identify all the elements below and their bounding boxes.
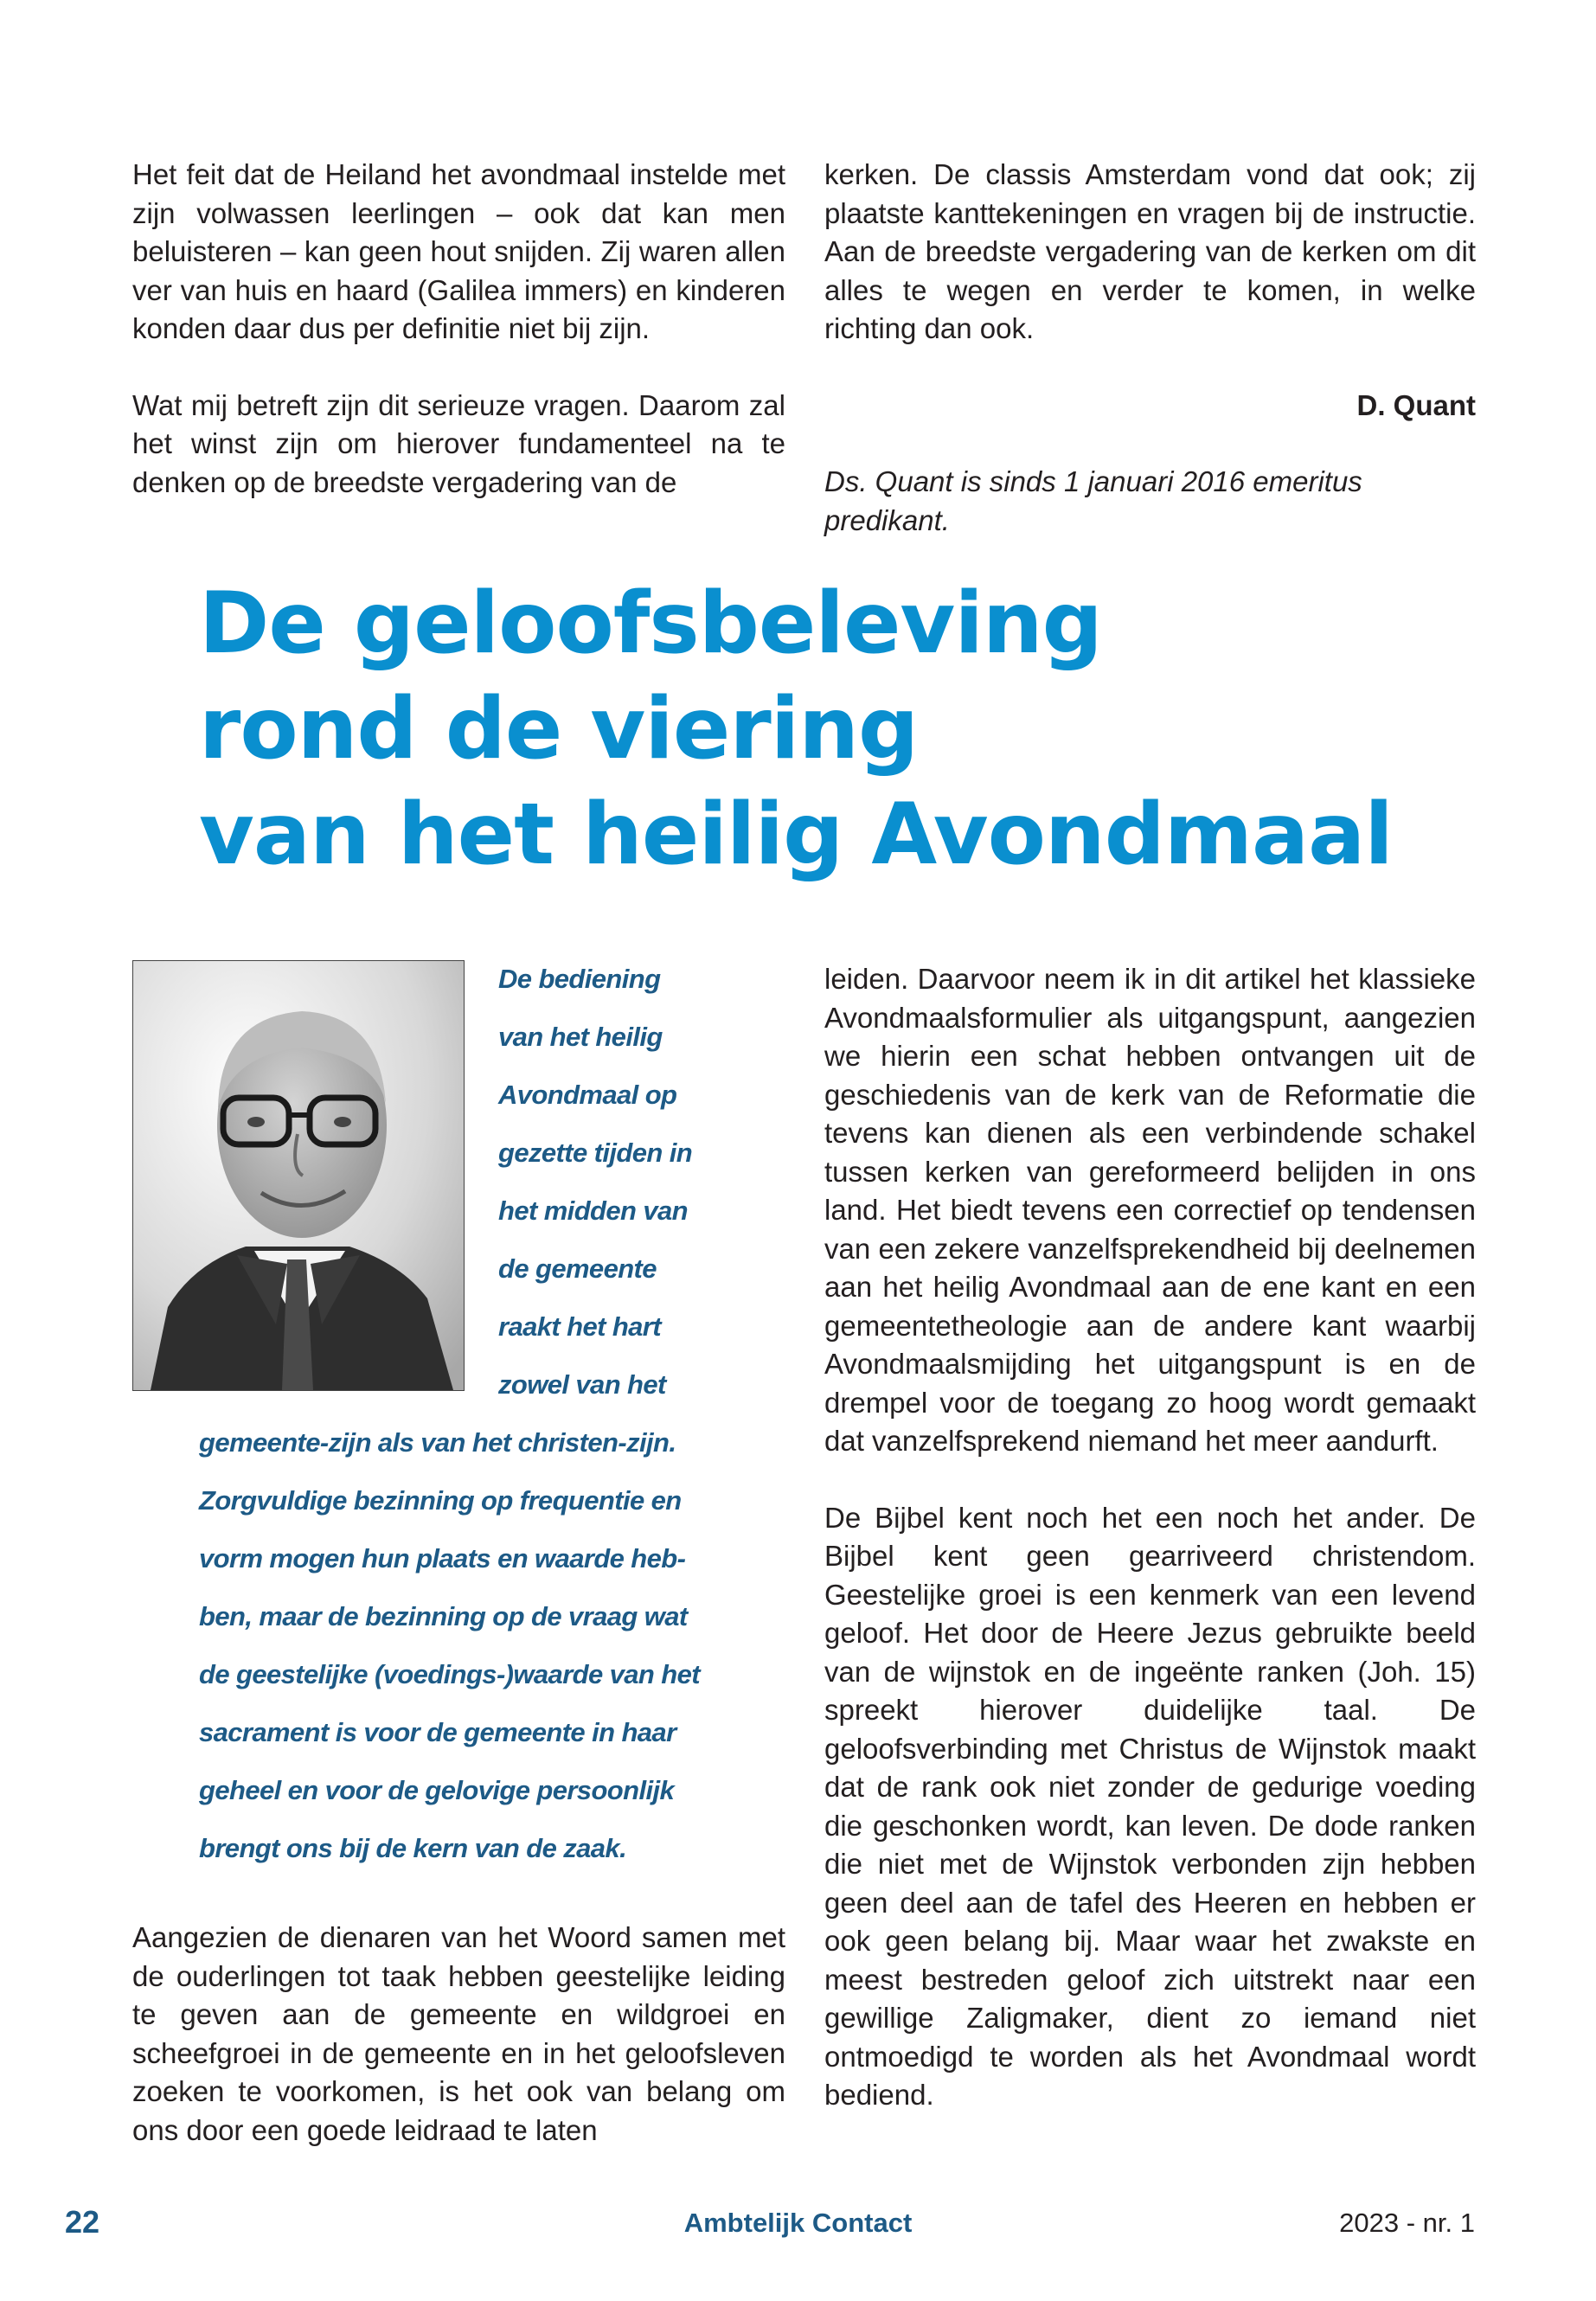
top-right-column [824, 156, 1476, 540]
headline-line: De geloofsbeleving [199, 574, 1102, 673]
pull-quote-line: ben, maar de bezinning op de vraag wat [199, 1601, 688, 1631]
pull-quote-line: gemeente-zijn als van het christen-zijn. [199, 1427, 676, 1458]
pull-quote-line: het midden van [498, 1195, 688, 1226]
page-number: 22 [65, 2204, 100, 2240]
pull-quote-line: Zorgvuldige bezinning op frequentie en [199, 1485, 682, 1516]
bottom-left-column [132, 1919, 785, 2150]
pull-quote-line: sacrament is voor de gemeente in haar [199, 1717, 676, 1747]
pull-quote-line: van het heilig [498, 1022, 663, 1052]
pull-quote-line: De bediening [498, 964, 661, 994]
pull-quote-line: zowel van het [498, 1369, 666, 1400]
pull-quote-line: brengt ons bij de kern van de zaak. [199, 1833, 627, 1863]
paragraph: Wat mij betreft zijn dit serieuze vragen. Daarom zal het winst zijn om hierover fundamenteel na te denken op de breedste vergadering van de [132, 388, 785, 498]
bottom-right-column [824, 960, 1476, 2115]
top-left-column [132, 156, 785, 502]
pull-quote-line: geheel en voor de gelovige persoonlijk [199, 1775, 675, 1805]
pull-quote-line: Avondmaal op [498, 1080, 677, 1110]
pull-quote-line: vorm mogen hun plaats en waarde heb- [199, 1543, 686, 1574]
pull-quote-line: de geestelijke (voedings-)waarde van het [199, 1659, 700, 1689]
pull-quote-line: raakt het hart [498, 1311, 661, 1342]
headline-line: van het heilig Avondmaal [199, 785, 1393, 884]
headline-line: rond de viering [199, 680, 919, 779]
paragraph: kerken. De classis Amsterdam vond dat ook; zij plaatste kanttekeningen en vragen bij de instructie. Aan de breedste vergadering van de kerken om dit alles te wegen en verder te komen, in welke richting dan ook. [824, 158, 1476, 344]
author-portrait-photo [132, 960, 465, 1391]
paragraph: Het feit dat de Heiland het avondmaal instelde met zijn volwassen leerlingen – ook dat kan men beluisteren – kan geen hout snijden. Zij waren allen ver van huis en haard (Galilea immers) en kinderen konden daar dus per definitie niet bij zijn. [132, 158, 785, 344]
magazine-title: Ambtelijk Contact [683, 2208, 913, 2238]
issue-label: 2023 - nr. 1 [1339, 2208, 1475, 2238]
pull-quote-line: gezette tijden in [498, 1138, 693, 1168]
paragraph: De Bijbel kent noch het een noch het ander. De Bijbel kent geen gearriveerd christendom. Geestelijke groei is een kenmerk van een levend geloof. Het door de Heere Jezus gebruikte beeld van de wijnstok en de ingeënte ranken (Joh. 15) spreekt hierover duidelijke taal. De geloofsverbinding met Christus de Wijnstok maakt dat de rank ook niet zonder de gedurige voeding die geschonken wordt, kan leven. De dode ranken die niet met de Wijnstok verbonden zijn hebben geen deel aan de tafel des Heeren en hebben er ook geen belang bij. Maar waar het zwakste en meest bestreden geloof zich uitstrekt naar een gewillige Zaligmaker, dient zo iemand niet ontmoedigd te worden als het Avondmaal wordt bediend. [824, 1501, 1476, 2111]
pull-quote-line: de gemeente [498, 1253, 657, 1284]
author-note: Ds. Quant is sinds 1 januari 2016 emeritus predikant. [824, 465, 1362, 536]
paragraph: leiden. Daarvoor neem ik in dit artikel het klassieke Avondmaalsformulier als uitgangspunt, aangezien we hierin een schat hebben ontvangen uit de geschiedenis van de kerk van de Reformatie die tevens kan dienen als een verbindende schakel tussen kerken van gereformeerd belijden in ons land. Het biedt tevens een correctief op tendensen van een zekere vanzelfsprekendheid bij deelnemen aan het heilig Avondmaal aan de ene kant en een gemeentetheologie aan de andere kant waarbij Avondmaalsmijding het uitgangspunt is en de drempel voor de toegang zo hoog wordt gemaakt dat vanzelfsprekend niemand het meer aandurft. [824, 963, 1476, 1457]
author-signature: D. Quant [1356, 388, 1476, 421]
article-headline [199, 571, 1497, 888]
paragraph: Aangezien de dienaren van het Woord samen met de ouderlingen tot taak hebben geestelijke leiding te geven aan de gemeente en wildgroei en scheefgroei in de gemeente en in het geloofsleven zoeken te voorkomen, is het ook van belang om ons door een goede leidraad te laten [132, 1921, 785, 2146]
